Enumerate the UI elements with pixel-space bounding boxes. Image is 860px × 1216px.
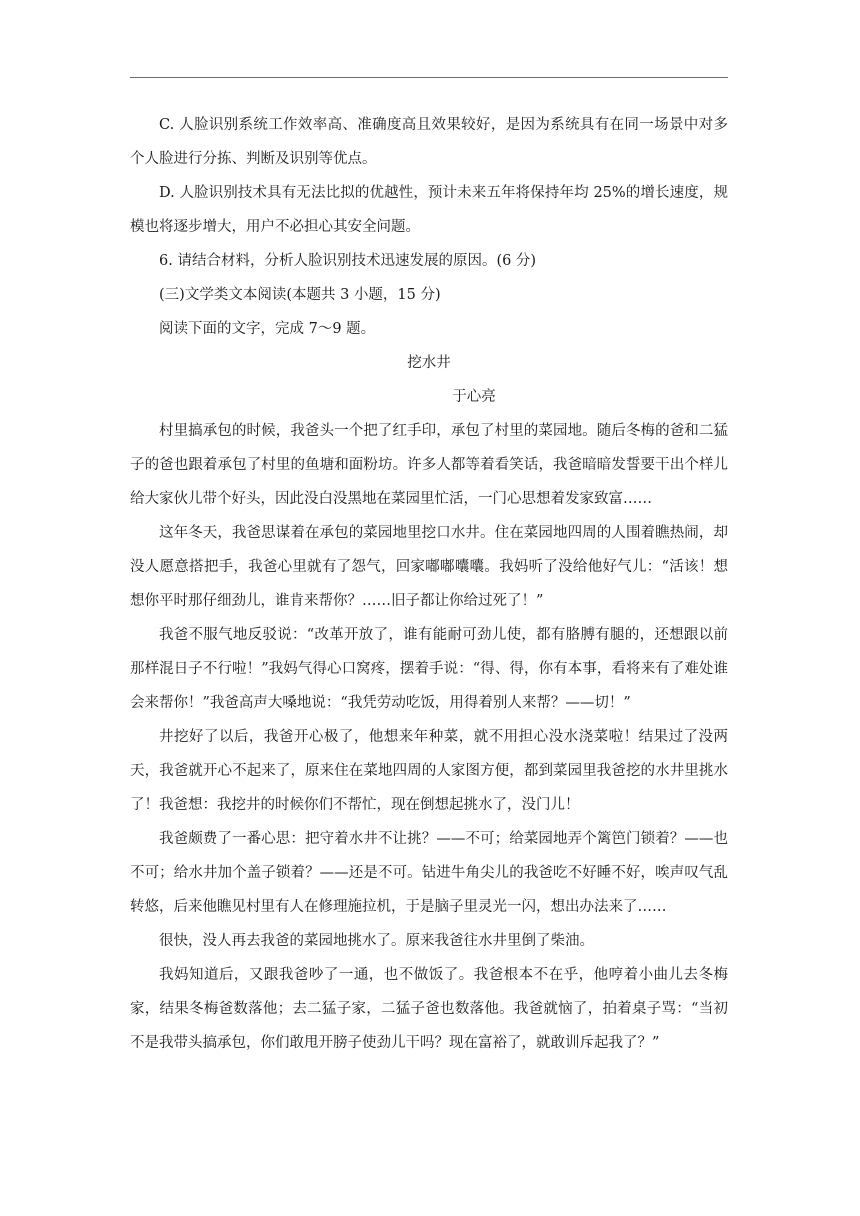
- option-c: C. 人脸识别系统工作效率高、准确度高且效果较好，是因为系统具有在同一场景中对多个人脸进行分拣、判断及识别等优点。: [130, 117, 728, 167]
- story-paragraph: 这年冬天，我爸思谋着在承包的菜园地里挖口水井。住在菜园地四周的人围着瞧热闹，却没人愿意搭把手，我爸心里就有了怨气，回家嘟嘟囔囔。我妈听了没给他好气儿：“活该！想想你平时那仔细劲儿，谁肯来帮你？……旧子都让你给过死了！”: [130, 525, 728, 609]
- header-rule: [130, 77, 728, 78]
- instruction: 阅读下面的文字，完成 7～9 题。: [159, 321, 376, 337]
- story-paragraph: 我爸不服气地反驳说：“改革开放了，谁有能耐可劲儿使，都有胳膊有腿的，还想跟以前那样混日子不行啦！”我妈气得心口窝疼，摆着手说：“得、得，你有本事，看将来有了难处谁会来帮你！”我爸高声大嗓地说：“我凭劳动吃饭，用得着别人来帮？——切！”: [130, 627, 728, 711]
- story-paragraph: 很快，没人再去我爸的菜园地挑水了。原来我爸往水井里倒了柴油。: [159, 933, 594, 949]
- question-6: 6. 请结合材料，分析人脸识别技术迅速发展的原因。(6 分): [159, 253, 537, 269]
- story-paragraph: 我妈知道后，又跟我爸吵了一通，也不做饭了。我爸根本不在乎，他哼着小曲儿去冬梅家，结果冬梅爸数落他；去二猛子家，二猛子爸也数落他。我爸就恼了，拍着桌子骂：“当初不是我带头搞承包，你们敢甩开膀子使劲儿干吗？现在富裕了，就敢训斥起我了？”: [130, 967, 728, 1051]
- story-paragraph: 村里搞承包的时候，我爸头一个把了红手印，承包了村里的菜园地。随后冬梅的爸和二猛子的爸也跟着承包了村里的鱼塘和面粉坊。许多人都等着看笑话，我爸暗暗发誓要干出个样儿给大家伙儿带个好头，因此没白没黑地在菜园里忙活，一门心思想着发家致富……: [130, 423, 728, 507]
- section-heading: (三)文学类文本阅读(本题共 3 小题，15 分): [159, 287, 441, 303]
- story-title: 挖水井: [407, 355, 451, 371]
- option-d: D. 人脸识别技术具有无法比拟的优越性，预计未来五年将保持年均 25%的增长速度，规模也将逐步增大，用户不必担心其安全问题。: [130, 185, 728, 235]
- story-paragraph: 我爸颇费了一番心思：把守着水井不让挑？——不可；给菜园地弄个篱笆门锁着？——也不可；给水井加个盖子锁着？——还是不可。钻进牛角尖儿的我爸吃不好睡不好，唉声叹气乱转悠，后来他瞧见村里有人在修理施拉机，于是脑子里灵光一闪，想出办法来了……: [130, 831, 728, 915]
- story-paragraph: 井挖好了以后，我爸开心极了，他想来年种菜，就不用担心没水浇菜啦！结果过了没两天，我爸就开心不起来了，原来住在菜地四周的人家图方便，都到菜园里我爸挖的水井里挑水了！我爸想：我挖井的时候你们不帮忙，现在倒想起挑水了，没门儿！: [130, 729, 728, 813]
- story-author: 于心亮: [452, 389, 496, 405]
- page-content: [130, 108, 728, 1060]
